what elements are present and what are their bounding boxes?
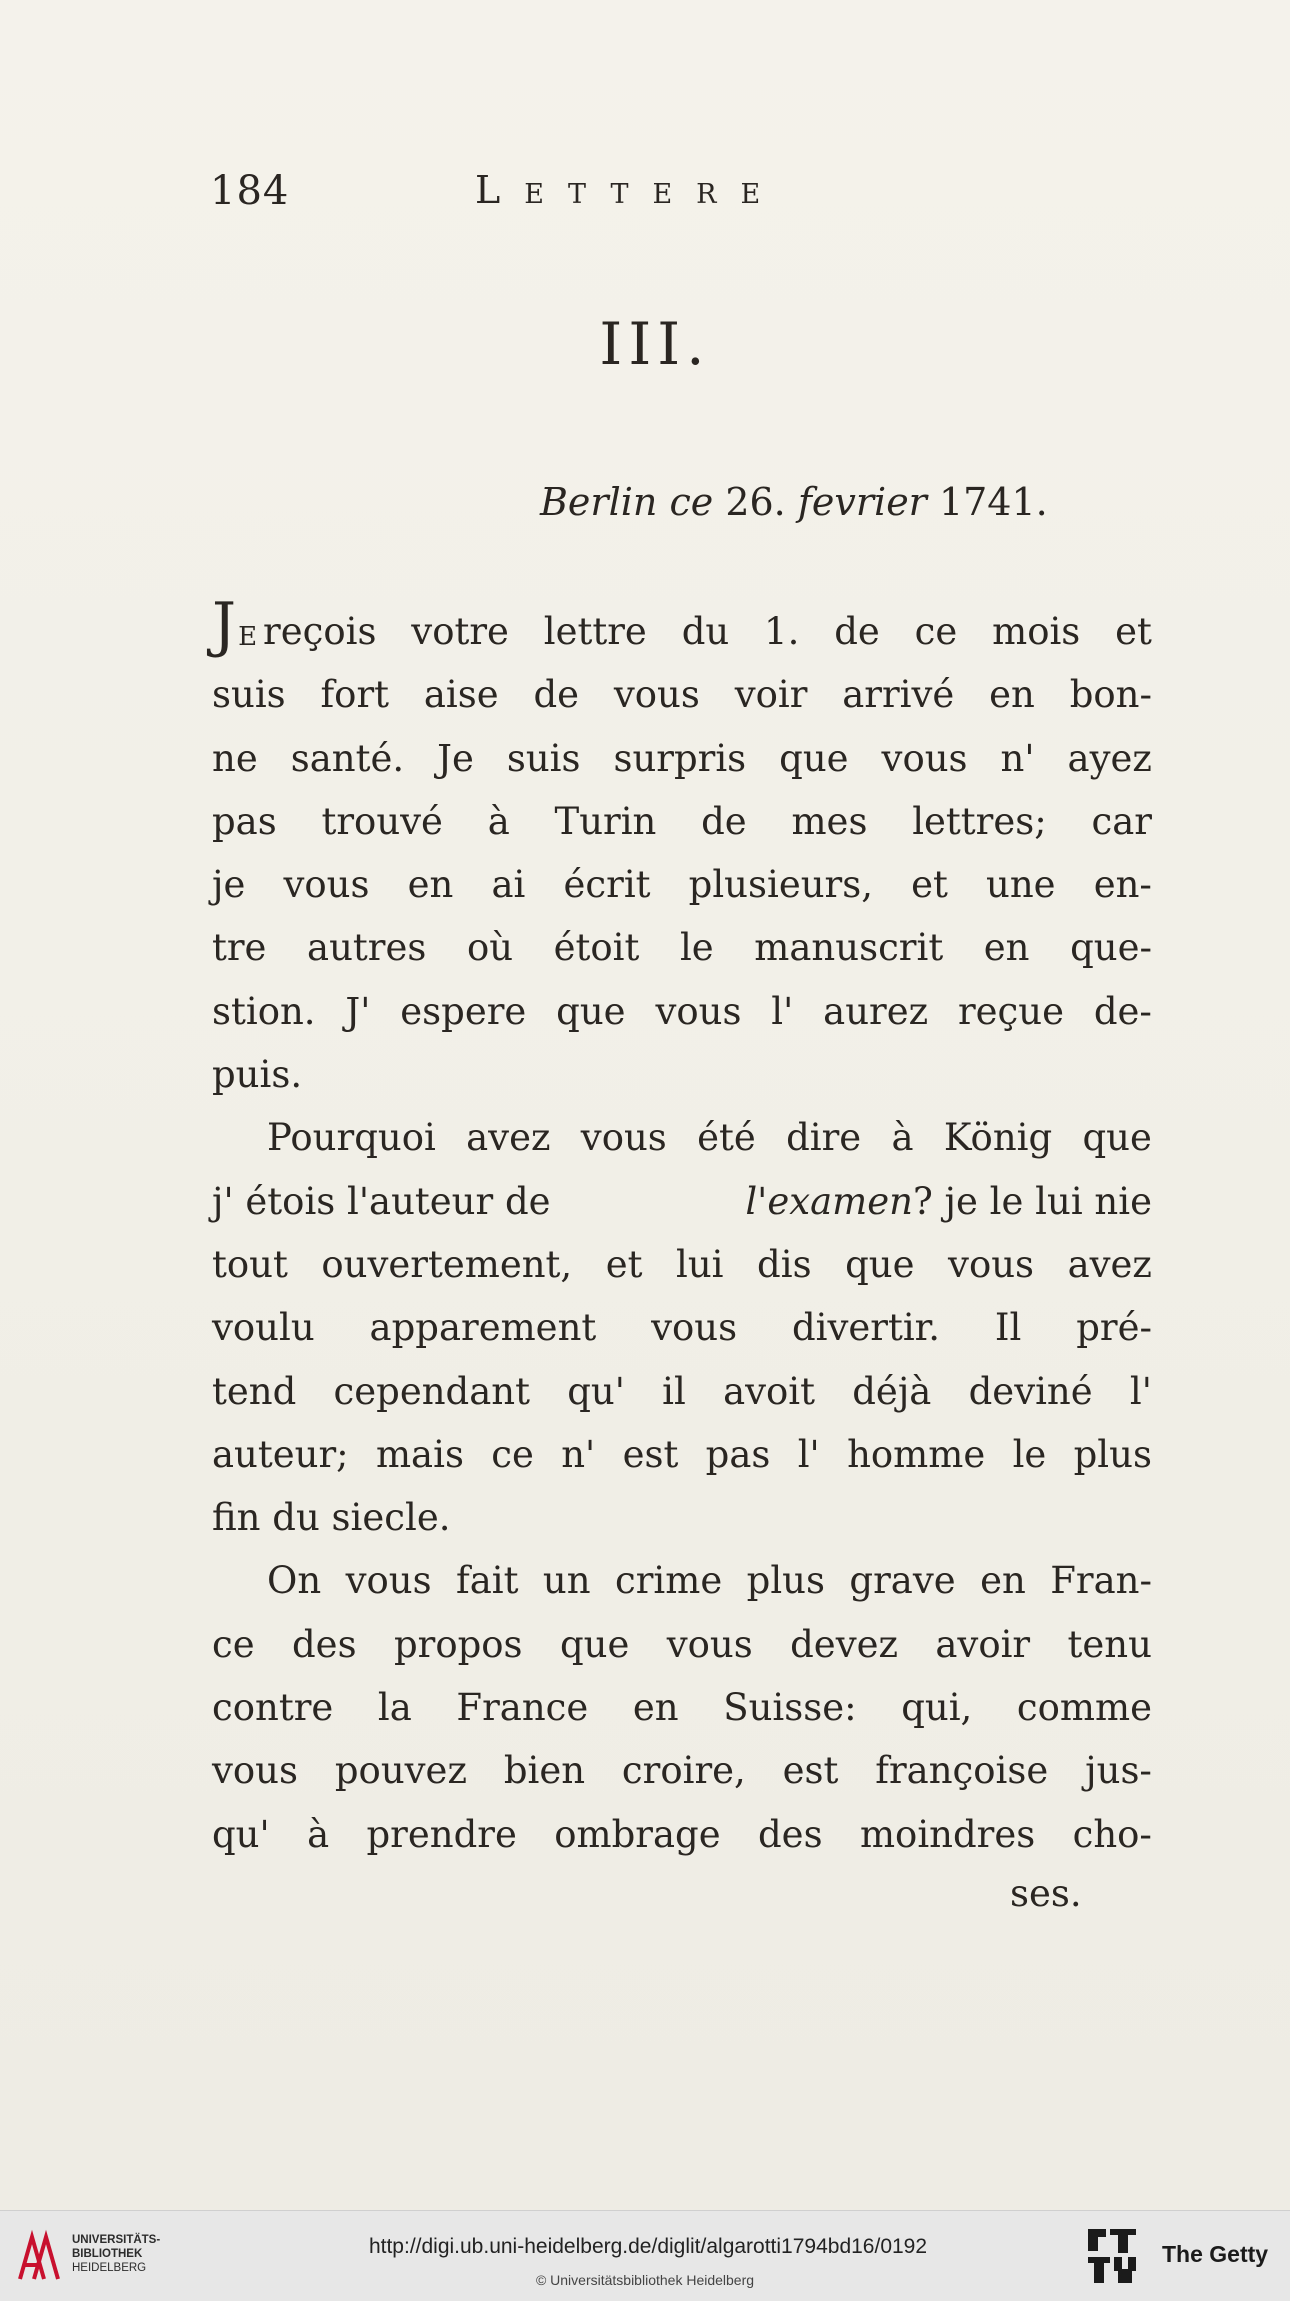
word: avoit [723,1369,816,1413]
word: n' [1000,736,1035,780]
word: que [559,1622,630,1666]
text-line: fin du siecle. [212,1496,451,1540]
word: espere [400,989,527,1033]
word: bien [503,1749,586,1793]
dateline [540,480,1048,524]
word: plusieurs, [688,863,873,907]
word: suis [212,673,286,717]
word: devez [790,1622,898,1666]
word: n' [561,1432,596,1476]
permalink-url[interactable]: http://digi.ub.uni-heidelberg.de/diglit/algarotti1794bd16/0192 [368,2235,928,2258]
word: ce [212,1622,255,1666]
word: une [986,863,1056,907]
page-header [210,168,1210,228]
small-cap: E [238,622,258,652]
word: avoir [935,1622,1031,1666]
word: à [307,1812,330,1856]
word: du [681,610,730,653]
word: de [533,673,580,717]
word: que- [1070,926,1152,970]
word: la [377,1686,412,1730]
word: grave [849,1559,956,1603]
word: voir [734,673,808,717]
word: Il [994,1306,1022,1350]
dateline-place: Berlin [540,480,658,524]
word: des [758,1812,823,1856]
word: König [943,1116,1053,1160]
word: vous [881,736,968,780]
word: Pourquoi [267,1116,436,1160]
word: reçue [957,989,1064,1033]
word: santé. [290,736,405,780]
word: homme [847,1432,986,1476]
text-line [212,1423,1152,1486]
word: est [622,1432,679,1476]
word: J' [345,989,371,1033]
text-line [212,1296,1152,1359]
word: mais [375,1432,464,1476]
word: Turin [554,799,657,843]
word: arrivé [842,673,955,717]
word: vous [948,1242,1035,1286]
text-line [212,727,1152,790]
text-line [212,853,1152,916]
word: et [1115,610,1152,653]
dateline-year: 1741. [938,480,1048,524]
word: fait [456,1559,519,1603]
word: vous [651,1306,738,1350]
word: car [1091,799,1152,843]
text-line [212,916,1152,979]
dateline-month: fevrier [797,480,927,524]
word: voulu [212,1306,315,1350]
word: dire [786,1116,862,1160]
word: de [834,610,880,653]
word: le [1012,1432,1047,1476]
word: un [542,1559,591,1603]
word: tre [212,926,267,970]
text-line: puis. [212,1053,303,1097]
word: vous [613,673,700,717]
word: en- [1093,863,1152,907]
word: que [845,1242,915,1286]
text-segment-italic [745,1170,1152,1233]
word: écrit [563,863,651,907]
word: est [782,1749,839,1793]
word: cho- [1072,1812,1152,1856]
word: Je [437,736,474,780]
word: l' [797,1432,820,1476]
word: vous [666,1622,753,1666]
text-segment: ? je le lui nie [912,1179,1152,1223]
word: vous [212,1749,298,1793]
word: fort [320,673,389,717]
word: contre [212,1686,334,1730]
text-line [212,1549,1152,1612]
word: auteur; [212,1432,349,1476]
word: comme [1016,1686,1152,1730]
word: lui [676,1242,724,1286]
word: ombrage [554,1812,721,1856]
word: françoise [875,1749,1049,1793]
word: où [466,926,514,970]
word: avez [466,1116,551,1160]
word: tout [212,1242,288,1286]
word: avez [1067,1242,1152,1286]
library-name-line: BIBLIOTHEK [72,2248,143,2260]
word: stion. [212,989,316,1033]
word: crime [615,1559,723,1603]
dateline-ce: ce [669,480,714,524]
text-line [212,1613,1152,1676]
word: cependant [333,1369,530,1413]
word: en [989,673,1035,717]
first-line-text [263,600,1152,663]
word: aise [423,673,499,717]
word: que [779,736,849,780]
text-line [212,1676,1152,1739]
word: qu' [567,1369,625,1413]
word: de- [1093,989,1152,1033]
word: moindres [859,1812,1036,1856]
word: pré- [1076,1306,1152,1350]
word: ce [491,1432,534,1476]
footer-bar [0,2210,1290,2301]
text-line [212,1803,1152,1866]
word: apparement [369,1306,597,1350]
word: mes [791,799,868,843]
word: je [212,863,246,907]
dateline-day: 26. [725,480,786,524]
paragraph-opening [212,590,263,663]
word: ayez [1067,736,1152,780]
word: reçois [263,610,377,653]
catchword: ses. [1010,1872,1082,1915]
word: en [983,926,1030,970]
word: il [662,1369,686,1413]
word: Suisse: [723,1686,857,1730]
word: étoit [553,926,640,970]
word: manuscrit [754,926,944,970]
word: deviné [968,1369,1093,1413]
word: propos [393,1622,523,1666]
word: ce [914,610,958,653]
text-line [212,1170,1152,1233]
word: divertir. [791,1306,941,1350]
word: en [980,1559,1026,1603]
word: 1. [764,610,800,653]
word: Fran- [1050,1559,1152,1603]
text-line [212,980,1152,1043]
letter-number: III. [599,310,711,378]
page-number: 184 [210,168,290,214]
word: en [407,863,454,907]
word: vous [580,1116,667,1160]
word: lettre [543,610,647,653]
word: autres [307,926,427,970]
word: qu' [212,1812,270,1856]
word: bon- [1069,673,1152,717]
word: aurez [823,989,929,1033]
text-line [212,663,1152,726]
word: pas [705,1432,771,1476]
word: tenu [1067,1622,1152,1666]
word: vous [655,989,742,1033]
getty-logo-icon [1084,2225,1140,2287]
word: dis [757,1242,812,1286]
word: à [487,799,510,843]
word: On [267,1559,322,1603]
word: ne [212,736,258,780]
word: ouvertement, [321,1242,573,1286]
word: pas [212,799,277,843]
word: qui, [901,1686,973,1730]
word: l' [771,989,794,1033]
letter-body [212,590,1152,1866]
word: France [456,1686,589,1730]
word: pouvez [334,1749,467,1793]
word: le [679,926,714,970]
word: ai [491,863,526,907]
word: des [292,1622,357,1666]
word: croire, [621,1749,746,1793]
library-name-line: HEIDELBERG [72,2262,147,2274]
word: et [605,1242,643,1286]
word: tend [212,1369,297,1413]
word: déjà [852,1369,932,1413]
word: votre [411,610,509,653]
word: trouvé [321,799,443,843]
text-line [212,1233,1152,1296]
word: prendre [366,1812,517,1856]
word: mois [992,610,1081,653]
word: l' [1129,1369,1152,1413]
italic-title: l'examen [745,1179,913,1223]
text-line [212,1360,1152,1423]
word: plus [746,1559,825,1603]
word: surpris [613,736,747,780]
word: de [701,799,747,843]
drop-cap: J [212,590,237,660]
text-line [212,1739,1152,1802]
word: lettres; [912,799,1047,843]
text-line [212,790,1152,853]
word: à [891,1116,914,1160]
copyright-notice: © Universitätsbibliothek Heidelberg [535,2272,755,2288]
word: jus- [1085,1749,1152,1793]
running-title: Lettere [475,168,785,212]
word: en [632,1686,679,1730]
word: été [697,1116,756,1160]
text-segment: j' étois l'auteur de [212,1179,551,1223]
word: et [911,863,948,907]
word: que [1082,1116,1152,1160]
word: vous [345,1559,432,1603]
word: plus [1073,1432,1152,1476]
text-line [212,1106,1152,1169]
word: vous [283,863,370,907]
word: que [556,989,626,1033]
text-line [212,590,1152,663]
getty-name: The Getty [1162,2241,1269,2267]
library-name-line: UNIVERSITÄTS- [72,2234,161,2246]
word: suis [506,736,581,780]
